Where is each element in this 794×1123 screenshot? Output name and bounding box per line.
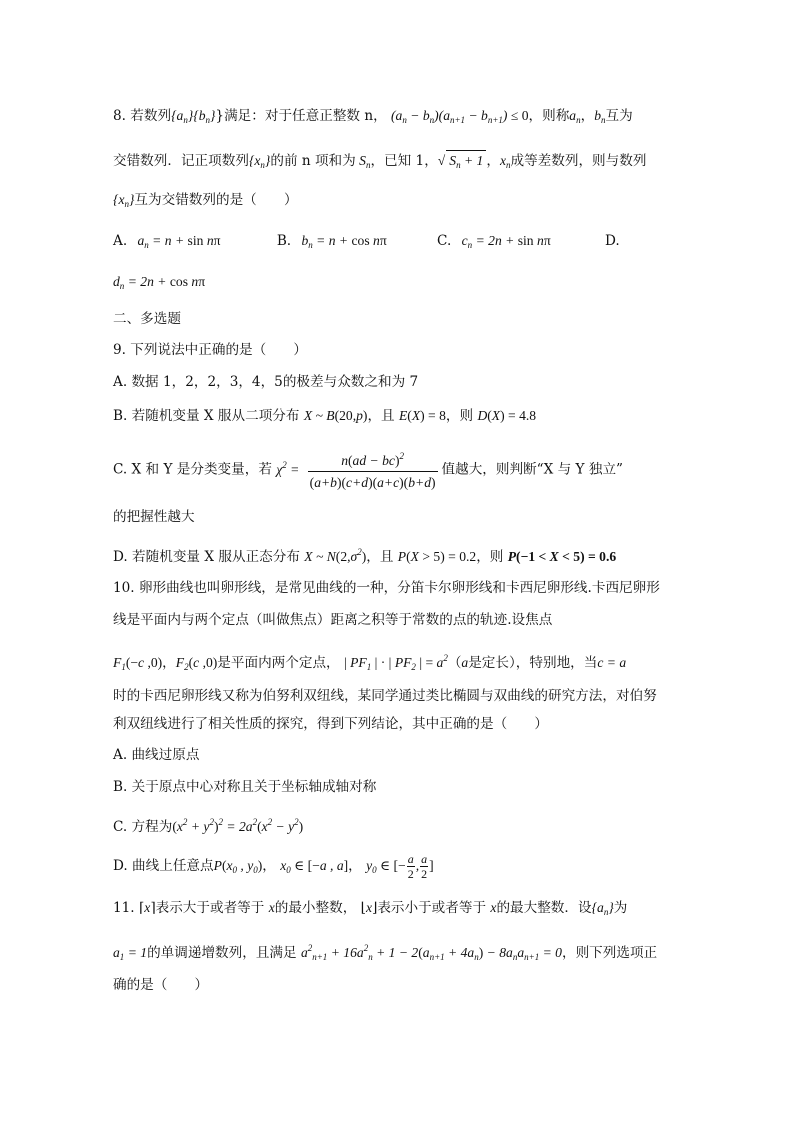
option-label: D. xyxy=(605,233,620,249)
q9-option-b: B. 若随机变量 X 服从二项分布 X ~ B(20,p)，且 E(X) = 8，则 D(X) = 4.8 xyxy=(113,408,537,424)
q10-option-c: C. 方程为$(x^2 + y^2)^2 = 2a^2(x^2 - y^2)$ xyxy=(113,817,304,835)
q10-text: C. 方程为 xyxy=(113,819,173,835)
q8-text: 交错数列．记正项数列 xyxy=(113,153,249,169)
option-label: A. xyxy=(113,233,128,249)
q8-text: }满足：对于任意正整数 n， xyxy=(215,108,387,124)
q8-line-2: 交错数列．记正项数列$\{x_n\}$的前 n 项和为 $S_n$，已知 1，√ $S_n + 1$ ，$x_n$成等差数列，则与数列 xyxy=(113,150,646,175)
q10-line-5: 利双纽线进行了相关性质的探究，得到下列结论，其中正确的是（ ） xyxy=(113,716,548,732)
q8-line-3: $\{x_n\}$互为交错数列的是（ ） xyxy=(113,192,298,209)
q9-text: D. 若随机变量 X 服从正态分布 xyxy=(113,549,300,565)
q8-text: ，已知 1， xyxy=(370,153,438,169)
q10-text: 是平面内两个定点， xyxy=(217,655,340,671)
q10-line-1: 10. 卵形曲线也叫卵形线，是常见曲线的一种，分笛卡尔卵形线和卡西尼卵形线.卡西尼卵形 xyxy=(113,580,660,596)
q10-option-a: A. 曲线过原点 xyxy=(113,747,200,763)
q11-text: 的最大整数．设 xyxy=(496,900,592,916)
q9-text: ，则 xyxy=(476,549,504,565)
q9-option-a: A. 数据 1，2，2，3，4，5的极差与众数之和为 7 xyxy=(113,374,419,390)
q10-option-b: B. 关于原点中心对称且关于坐标轴成轴对称 xyxy=(113,779,377,795)
q8-text: 的前 n 项和为 xyxy=(270,153,356,169)
q8-line-1: 8. 若数列$\{a_n\}\{b_n\}$}满足：对于任意正整数 n， $(a_n - b_n)(a_{n+1} - b_{n+1}) \le 0$，则称$a_n$，$b_n$互为 xyxy=(113,108,633,125)
q10-line-2: 线是平面内与两个定点（叫做焦点）距离之积等于常数的点的轨迹.设焦点 xyxy=(113,612,553,628)
q11-line-2: $a_1 = 1$的单调递增数列，且满足 $a^2_{n+1} + 16a^2_n + 1 - 2(a_{n+1} + 4a_n) - 8a_na_{n+1} = 0$，则下列选项正 xyxy=(113,943,658,962)
q9-option-d: D. 若随机变量 X 服从正态分布 X ~ $N(2,\sigma^2)$，且 P(X > 5) = 0.2，则 P(−1 < X < 5) = 0.6 xyxy=(113,547,617,565)
q9-text: ，则 xyxy=(445,408,474,424)
q10-text: D. 曲线上任意点 xyxy=(113,858,214,874)
q10-line-3: $F_1(-c$ ,0)，$F_2(c$ ,0)是平面内两个定点， | $PF_1$ | · | $PF_2$ | = $a^2(a$是定长），特别地，当c = a xyxy=(113,653,627,672)
chi-square-formula: $\frac{n(ad - bc)^2}{(a+b)(c+d)(a+c)(b+d)}$ xyxy=(308,446,438,494)
q9-text: ，且 xyxy=(366,549,394,565)
section-title: 二、多选题 xyxy=(113,311,181,327)
q9-option-c: C. X 和 Y 是分类变量，若 $\chi^2$ = $\frac{n(ad - bc)^2}{(a+b)(c+d)(a+c)(b+d)}$ 值越大，则判断“X 与 Y 独立” xyxy=(113,446,623,494)
option-label: C. xyxy=(437,233,452,249)
q11-text: ，则下列选项正 xyxy=(561,945,658,961)
q11-text: 的单调递增数列，且满足 xyxy=(147,945,297,961)
q9-text: C. X 和 Y 是分类变量，若 xyxy=(113,461,272,478)
q8-text: ，则称 xyxy=(528,108,570,124)
q9-text: 值越大，则判断“X 与 Y 独立” xyxy=(441,461,623,478)
q10-option-d: D. 曲线上任意点$P(x_0$ , $y_0$)， $x_0$ ∈ [−a , a]， $y_0$ ∈ [− $\frac{a}{2}$ , $\frac{a}{2}$ ] xyxy=(113,852,434,881)
q10-line-4: 时的卡西尼卵形线又称为伯努利双纽线，某同学通过类比椭圆与双曲线的研究方法，对伯努 xyxy=(113,688,657,704)
q11-text: 表示大于或者等于 xyxy=(155,900,265,916)
q11-text: 11. xyxy=(113,900,135,916)
q11-line-1: 11. ⌈x⌉表示大于或者等于 x的最小整数， ⌊x⌋表示小于或者等于 x的最大整数．设$\{a_n\}$为 xyxy=(113,900,628,917)
q9-option-c-cont: 的把握性越大 xyxy=(113,509,195,525)
q10-text: （ xyxy=(447,655,462,671)
q8-option-d: $d_n = 2n + \cos n\pi$ xyxy=(113,274,206,291)
q11-text: 的最小整数， xyxy=(274,900,357,916)
q9-stem: 9. 下列说法中正确的是（ ） xyxy=(113,342,308,358)
q8-text: 互为交错数列的是（ ） xyxy=(134,192,298,208)
q8-options: A. $a_n = n + \sin n\pi$ B. $b_n = n + \cos n\pi$ C. $c_n = 2n + \sin n\pi$ D. xyxy=(113,233,620,250)
q8-text: 互为 xyxy=(605,108,633,124)
q8-text: 成等差数列，则与数列 xyxy=(510,153,647,169)
q10-text: 是定长），特别地，当 xyxy=(468,655,598,671)
q11-line-3: 确的是（ ） xyxy=(113,977,209,993)
option-label: B. xyxy=(276,233,292,249)
q9-text: ，且 xyxy=(367,408,395,424)
q8-text: 8. 若数列 xyxy=(113,108,172,124)
q9-text: B. 若随机变量 X 服从二项分布 xyxy=(113,408,300,424)
q11-text: 为 xyxy=(613,900,628,916)
q11-text: 表示小于或者等于 xyxy=(377,900,487,916)
